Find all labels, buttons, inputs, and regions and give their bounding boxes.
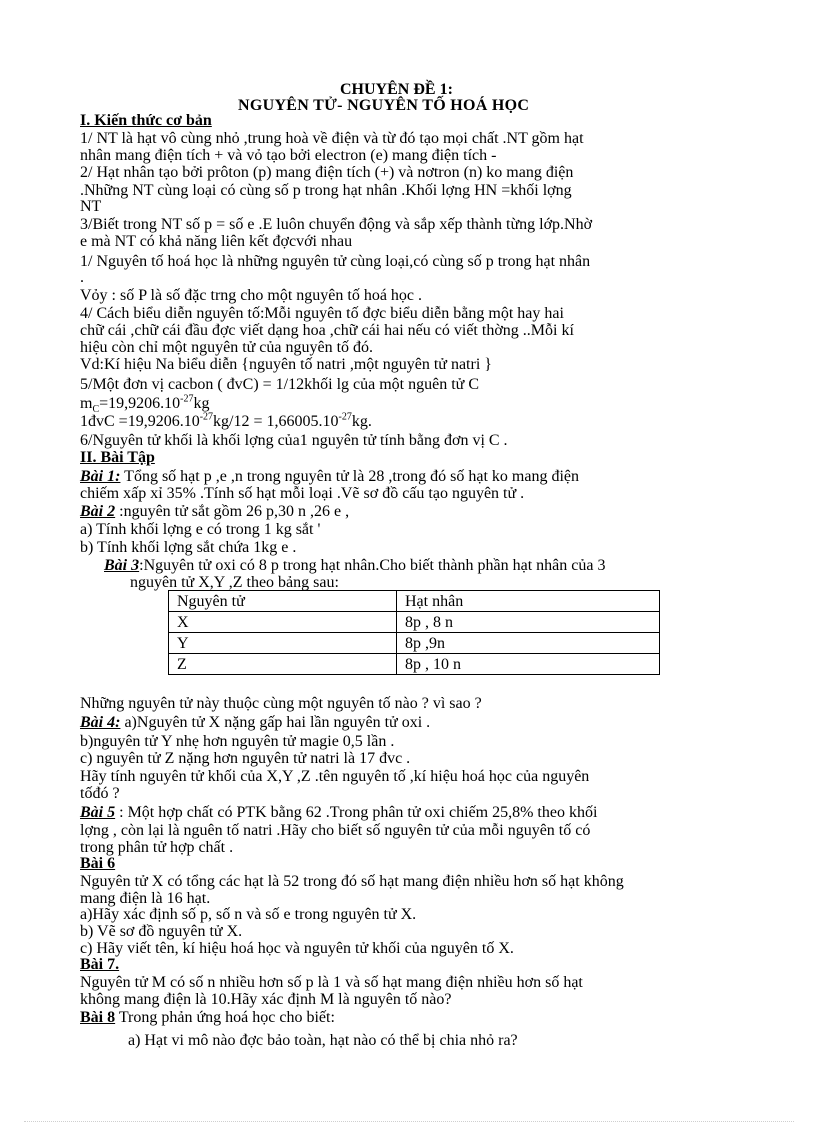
text-line: Vd:Kí hiệu Na biểu diễn {nguyên tố natri ,một nguyên tử natri } xyxy=(80,356,492,373)
text-line: 5/Một đơn vị cacbon ( đvC) = 1/12khối lg của một nguên tử C xyxy=(80,376,479,393)
text-line: .Những NT cùng loại có cùng số p trong hạt nhân .Khối lợng HN =khối lợng xyxy=(80,182,572,199)
bai8-line xyxy=(80,1009,335,1026)
text-line: 2/ Hạt nhân tạo bởi prôton (p) mang điện tích (+) và nơtron (n) ko mang điện xyxy=(80,164,574,181)
dvc-a: 1đvC =19,9206.10 xyxy=(80,413,200,430)
title-line-1: CHUYÊN ĐỀ 1: xyxy=(340,81,453,98)
dvc-b: kg/12 = 1,66005.10 xyxy=(213,413,339,430)
bai6-label: Bài 6 xyxy=(80,855,116,872)
section1-heading: I. Kiến thức cơ bản xyxy=(80,112,212,129)
bai8-text: Trong phản ứng hoá học cho biết: xyxy=(115,1009,335,1026)
bai5-text: : Một hợp chất có PTK bằng 62 .Trong phân tử oxi chiếm 25,8% theo khối xyxy=(115,804,598,821)
section2-heading: II. Bài Tập xyxy=(80,449,155,466)
table-cell: 8p , 8 n xyxy=(397,612,660,633)
dvc-line xyxy=(80,413,372,430)
text-line: hiệu còn chỉ một nguyên tử của nguyên tố đó. xyxy=(80,339,374,356)
text-line: b)nguyên tử Y nhẹ hơn nguyên tử magie 0,5 lần . xyxy=(80,733,395,750)
text-line: 1/ NT là hạt vô cùng nhỏ ,trung hoà về điện và từ đó tạo mọi chất .NT gồm hạt xyxy=(80,130,584,147)
text-line: Những nguyên tử này thuộc cùng một nguyên tố nào ? vì sao ? xyxy=(80,695,482,712)
text-line: 3/Biết trong NT số p = số e .E luôn chuyển động và sắp xếp thành từng lớp.Nhờ xyxy=(80,216,593,233)
mc-sub: C xyxy=(92,404,100,416)
bai1-label: Bài 1: xyxy=(80,468,121,485)
mc-unit: kg xyxy=(193,395,210,412)
bai3-label: Bài 3 xyxy=(104,557,140,574)
table-header-cell: Nguyên tử xyxy=(169,591,397,612)
text-line: a) Tính khối lợng e có trong 1 kg sắt ' xyxy=(80,521,321,538)
mc-value: =19,9206.10 xyxy=(99,395,181,412)
table-cell: 8p , 10 n xyxy=(397,654,660,675)
text-line: NT xyxy=(80,198,102,215)
text-line: c) Hãy viết tên, kí hiệu hoá học và nguyên tử khối của nguyên tố X. xyxy=(80,940,514,957)
title-line-2: NGUYÊN TỬ- NGUYÊN TỐ HOÁ HỌC xyxy=(238,97,530,114)
bai5-line xyxy=(80,804,597,821)
bai7-label: Bài 7. xyxy=(80,956,120,973)
text-line: 4/ Cách biểu diễn nguyên tố:Mỗi nguyên tố đợc biểu diễn bằng một hay hai xyxy=(80,305,564,322)
text-line: Vỏy : số P là số đặc trng cho một nguyên tố hoá học . xyxy=(80,287,423,304)
bai2-label: Bài 2 xyxy=(80,503,116,520)
text-line: Hãy tính nguyên tử khối của X,Y ,Z .tên nguyên tố ,kí hiệu hoá học của nguyên xyxy=(80,768,590,785)
table-row xyxy=(169,612,660,633)
text-line: Nguyên tử X có tổng các hạt là 52 trong đó số hạt mang điện nhiều hơn số hạt không xyxy=(80,873,624,890)
table-row xyxy=(169,654,660,675)
text-line: b) Tính khối lợng sắt chứa 1kg e . xyxy=(80,539,297,556)
text-line: a) Hạt vi mô nào đợc bảo toàn, hạt nào có thể bị chia nhỏ ra? xyxy=(128,1032,518,1049)
dvc-exp1: -27 xyxy=(199,411,214,423)
bai4-text: a)Nguyên tử X nặng gấp hai lần nguyên tử oxi . xyxy=(120,714,431,731)
mc-prefix: m xyxy=(80,395,93,412)
text-line: tốđó ? xyxy=(80,785,120,802)
dvc-exp2: -27 xyxy=(338,411,352,423)
text-line: 1/ Nguyên tố hoá học là những nguyên tử cùng loại,có cùng số p trong hạt nhân xyxy=(80,253,591,270)
text-line: chữ cái ,chữ cái đầu đợc viết dạng hoa ,chữ cái hai nếu có viết thờng ..Mỗi kí xyxy=(80,322,574,339)
text-line: . xyxy=(80,269,84,286)
text-line: a)Hãy xác định số p, số n và số e trong nguyên tử X. xyxy=(80,906,417,923)
bai1-line xyxy=(80,468,579,485)
table-cell: X xyxy=(169,612,397,633)
bai8-label: Bài 8 xyxy=(80,1009,116,1026)
text-line: nhân mang điện tích + và vỏ tạo bởi electron (e) mang điện tích - xyxy=(80,147,497,164)
bai1-text: Tổng số hạt p ,e ,n trong nguyên tử là 28 ,trong đó số hạt ko mang điện xyxy=(120,468,579,485)
text-line: b) Vẽ sơ đồ nguyên tử X. xyxy=(80,923,243,940)
table-cell: Y xyxy=(169,633,397,654)
table-header-cell: Hạt nhân xyxy=(397,591,660,612)
bai4-label: Bài 4: xyxy=(80,714,121,731)
text-line: chiếm xấp xỉ 35% .Tính số hạt mỗi loại .Vẽ sơ đồ cấu tạo nguyên tử . xyxy=(80,485,525,502)
text-line: 6/Nguyên tử khối là khối lợng của1 nguyên tử tính bằng đơn vị C . xyxy=(80,432,508,449)
table-cell: Z xyxy=(169,654,397,675)
dvc-c: kg. xyxy=(351,413,372,430)
text-line: nguyên tử X,Y ,Z theo bảng sau: xyxy=(130,574,339,591)
bai3-text: :Nguyên tử oxi có 8 p trong hạt nhân.Cho biết thành phần hạt nhân của 3 xyxy=(139,557,606,574)
text-line: trong phân tử hợp chất . xyxy=(80,839,234,856)
text-line: e mà NT có khả năng liên kết đợcvới nhau xyxy=(80,233,353,250)
text-line: c) nguyên tử Z nặng hơn nguyên tử natri là 17 đvc . xyxy=(80,750,411,767)
bai2-line xyxy=(80,503,349,520)
bai2-text: :nguyên tử sắt gồm 26 p,30 n ,26 e , xyxy=(115,503,350,520)
table-cell: 8p ,9n xyxy=(397,633,660,654)
text-line: mang điện là 16 hạt. xyxy=(80,890,211,907)
bai4-line xyxy=(80,714,430,731)
table-header-row xyxy=(169,591,660,612)
mass-carbon-line xyxy=(80,393,210,416)
table-row xyxy=(169,633,660,654)
text-line: Nguyên tử M có số n nhiều hơn số p là 1 và số hạt mang điện nhiều hơn số hạt xyxy=(80,974,583,991)
bai3-line xyxy=(104,557,605,574)
isotope-table xyxy=(168,590,660,675)
bai5-label: Bài 5 xyxy=(80,804,116,821)
text-line: lợng , còn lại là nguên tố natri .Hãy cho biết số nguyên tử của mỗi nguyên tố có xyxy=(80,822,591,839)
mc-exp: -27 xyxy=(180,393,194,405)
text-line: không mang điện là 10.Hãy xác định M là nguyên tố nào? xyxy=(80,991,452,1008)
